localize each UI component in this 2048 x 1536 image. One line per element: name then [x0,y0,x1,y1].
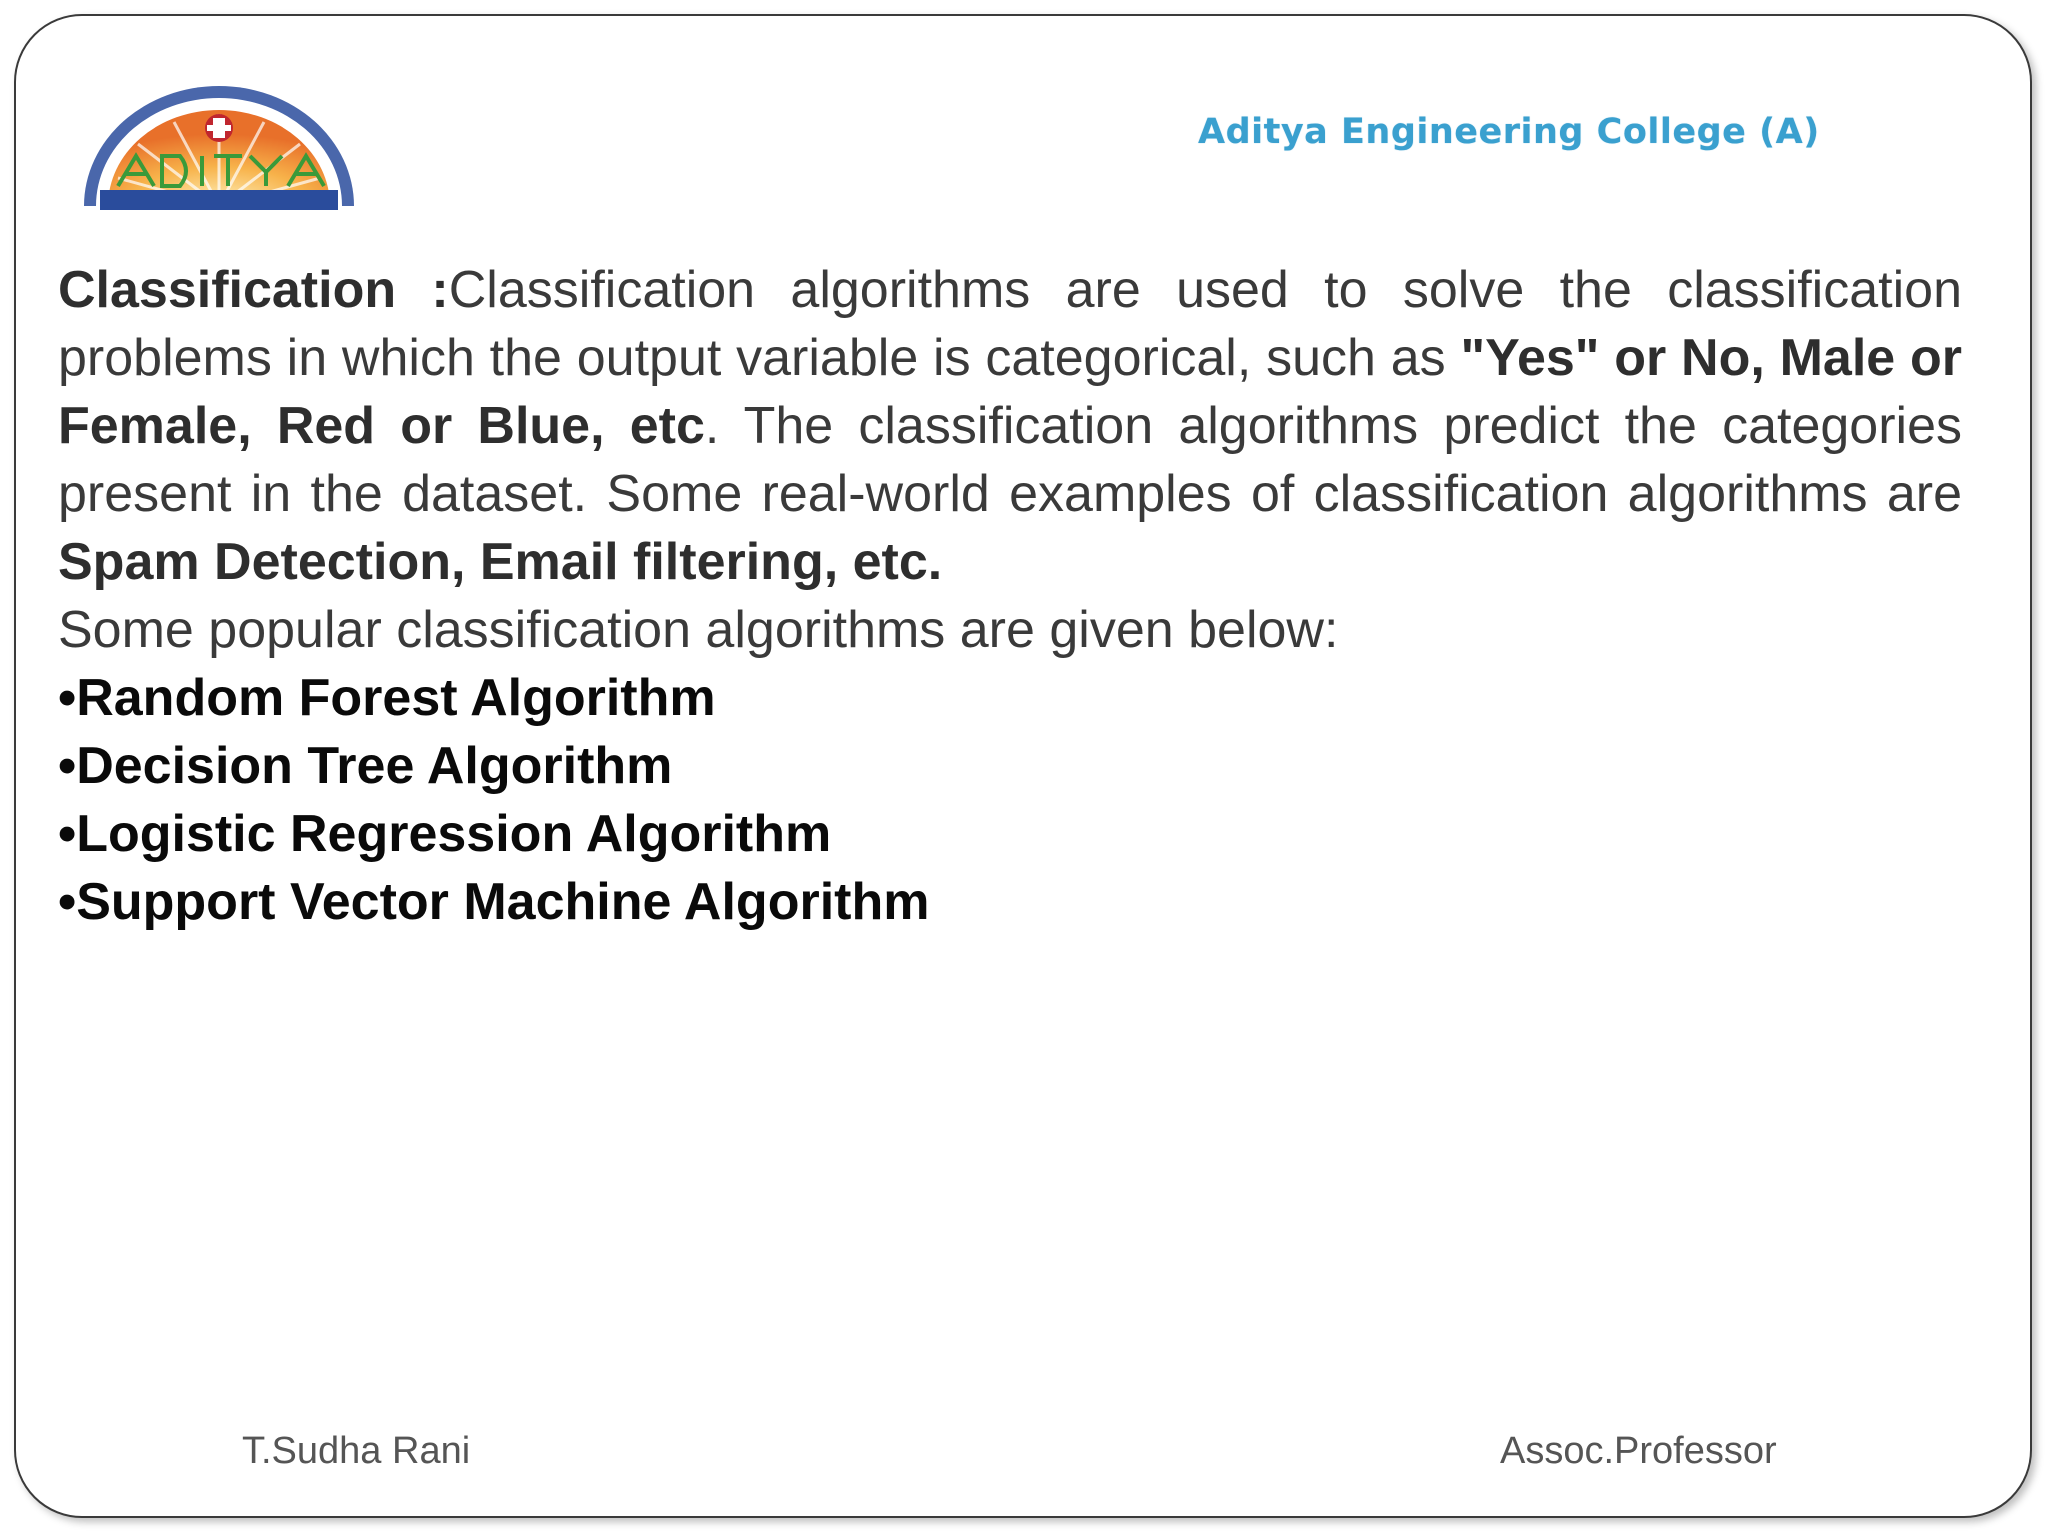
algorithms-intro: Some popular classification algorithms are given below: [58,601,1339,659]
footer-designation: Assoc.Professor [1500,1430,1777,1472]
list-item: •Random Forest Algorithm [58,669,716,727]
paragraph-text-1: Classification algorithms are used to solve the classification problems in which the output variable is categorical, such as [58,261,1962,387]
slide-content [58,256,1962,936]
aditya-logo [74,78,364,218]
paragraph-bold-1: "Yes" or No, Male or Female, Red or Blue, etc [58,329,1962,455]
paragraph-bold-2: Spam Detection, Email filtering, etc. [58,533,943,591]
footer-author: T.Sudha Rani [242,1430,471,1472]
classification-paragraph [58,256,1962,596]
list-item: •Logistic Regression Algorithm [58,805,832,863]
college-name: Aditya Engineering College (A) [1198,112,1820,152]
aditya-logo-emblem [74,78,364,218]
classification-heading: Classification : [58,261,449,319]
list-item: •Support Vector Machine Algorithm [58,873,930,931]
slide-frame [14,14,2032,1518]
paragraph-text-2: . The classification algorithms predict the categories present in the dataset. Some real-world examples of classification algorithms are [58,397,1962,523]
list-item: •Decision Tree Algorithm [58,737,673,795]
algorithm-list [58,664,1962,936]
